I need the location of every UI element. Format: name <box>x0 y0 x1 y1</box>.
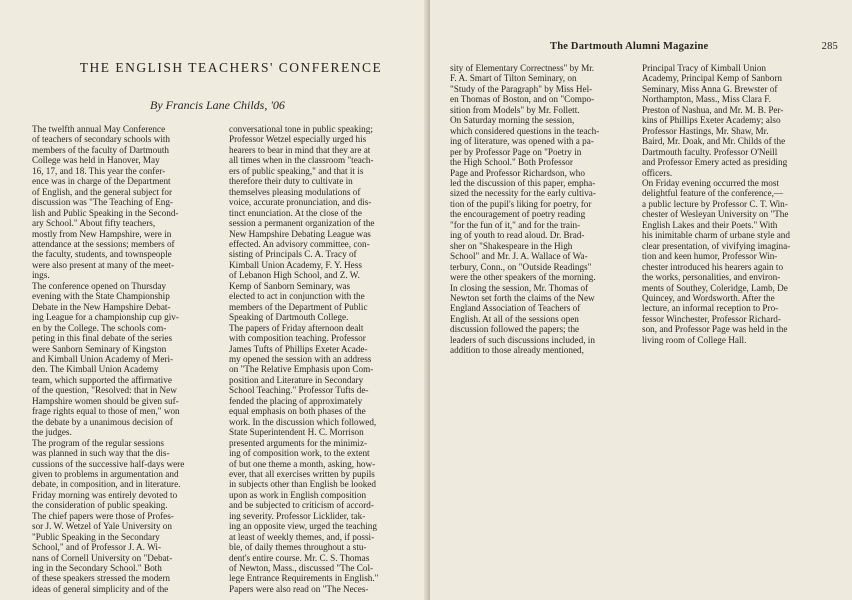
right-page <box>430 0 852 600</box>
text-column-4: Principal Tracy of Kimball Union Academy, Principal Kemp of Sanborn Seminary, Miss Anna G. Brewster of Northampton, Mass., Miss Clara F. Preston of Nashua, and Mr. M. B. Per- kins of Phillips Exeter Academy; also Professor Hastings, Mr. Shaw, Mr. Baird, Mr. Doak, and Mr. Childs of the Dartmouth faculty. Professor O'Neill and Professor Emery acted as presiding officers. On Friday evening occurred the most delightful feature of the conference,— a public lecture by Professor C. T. Win- chester of Wesleyan University on "The English Lakes and their Poets." With his inimitable charm of urbane style and clear presentation, of vivifying imagina- tion and keen humor, Professor Win- chester introduced his hearers again to the works, personalities, and environ- ments of Southey, Coleridge, Lamb, De Quincey, and Wordsworth. After the lecture, an informal reception to Pro- fessor Winchester, Professor Richard- son, and Professor Page was held in the living room of College Hall. <box>642 63 791 345</box>
text-column-3: sity of Elementary Correctness" by Mr. F. A. Smart of Tilton Seminary, on "Study of the Paragraph" by Miss Hel- en Thomas of Boston, and on "Compo- sition from Models" by Mr. Follett. On Saturday morning the session, which considered questions in the teach- ing of literature, was opened with a pa- per by Professor Page on "Poetry in the High School." Both Professor Page and Professor Richardson, who led the discussion of this paper, empha- sized the necessity for the early cultiva- tion of the pupil's liking for poetry, for the encouragement of poetry reading "for the fun of it," and for the train- ing of youth to read aloud. Dr. Brad- sher on "Shakespeare in the High School" and Mr. J. A. Wallace of Wa- terbury, Conn., on "Outside Readings" were the other speakers of the morning. In closing the session, Mr. Thomas of Newton set forth the claims of the New England Association of Teachers of English. At all of the sessions open discussion followed the papers; the leaders of such discussions included, in addition to those already mentioned, <box>450 63 600 356</box>
running-head <box>550 41 838 52</box>
magazine-title: The Dartmouth Alumni Magazine <box>550 41 709 52</box>
text-column-2: conversational tone in public speaking; Professor Wetzel especially urged his hearers to bear in mind that they are at all times when in the classroom "teach- ers of public speaking," and that it is therefore their duty to cultivate in themselves pleasing modulations of voice, accurate pronunciation, and dis- tinct enunciation. At the close of the session a permanent organization of the New Hampshire Debating League was effected. An advisory committee, con- sisting of Principals C. A. Tracy of Kimball Union Academy, F. Y. Hess of Lebanon High School, and Z. W. Kemp of Sanborn Seminary, was elected to act in conjunction with the members of the Department of Public Speaking of Dartmouth College. The papers of Friday afternoon dealt with composition teaching. Professor James Tufts of Phillips Exeter Acade- my opened the session with an address on "The Relative Emphasis upon Com- position and Literature in Secondary School Teaching." Professor Tufts de- fended the placing of approximately equal emphasis on both phases of the work. In the discussion which followed, State Superintendent H. C. Morrison presented arguments for the minimiz- ing of composition work, to the extent of but one theme a month, asking, how- ever, that all exercises written by pupils in subjects other than English be looked upon as work in English composition and be subjected to criticism of accord- ing severity. Professor Licklider, tak- ing an opposite view, urged the teaching at least of weekly themes, and, if possi- ble, of daily themes throughout a stu- dent's entire course. Mr. C. S. Thomas of Newton, Mass., discussed "The Col- lege Entrance Requirements in English." Papers were also read on "The Neces- <box>229 124 379 594</box>
article-title: THE ENGLISH TEACHERS' CONFERENCE <box>79 60 383 75</box>
page-number: 285 <box>821 41 838 52</box>
text-column-1: The twelfth annual May Conference of teachers of secondary schools with members of the faculty of Dartmouth College was held in Hanover, May 16, 17, and 18. This year the confer- ence was in charge of the Department of English, and the general subject for discussion was "The Teaching of Eng- lish and Public Speaking in the Second- ary School." About fifty teachers, mostly from New Hampshire, were in attendance at the sessions; members of the faculty, students, and townspeople were also present at many of the meet- ings. The conference opened on Thursday evening with the State Championship Debate in the New Hampshire Debat- ing League for a championship cup giv- en by the College. The schools com- peting in this final debate of the series were Sanborn Seminary of Kingston and Kimball Union Academy of Meri- den. The Kimball Union Academy team, which supported the affirmative of the question, "Resolved: that in New Hampshire women should be given suf- frage rights equal to those of men," won the debate by a unanimous decision of the judges. The program of the regular sessions was planned in such way that the dis- cussions of the successive half-days were given to problems in argumentation and debate, in composition, and in literature. Friday morning was entirely devoted to the consideration of public speaking. The chief papers were those of Profes- sor J. W. Wetzel of Yale University on "Public Speaking in the Secondary School," and of Professor J. A. Wi- nans of Cornell University on "Debat- ing in the Secondary School." Both of these speakers stressed the modern ideas of general simplicity and of the <box>32 124 185 594</box>
article-byline: By Francis Lane Childs, '06 <box>150 98 285 112</box>
